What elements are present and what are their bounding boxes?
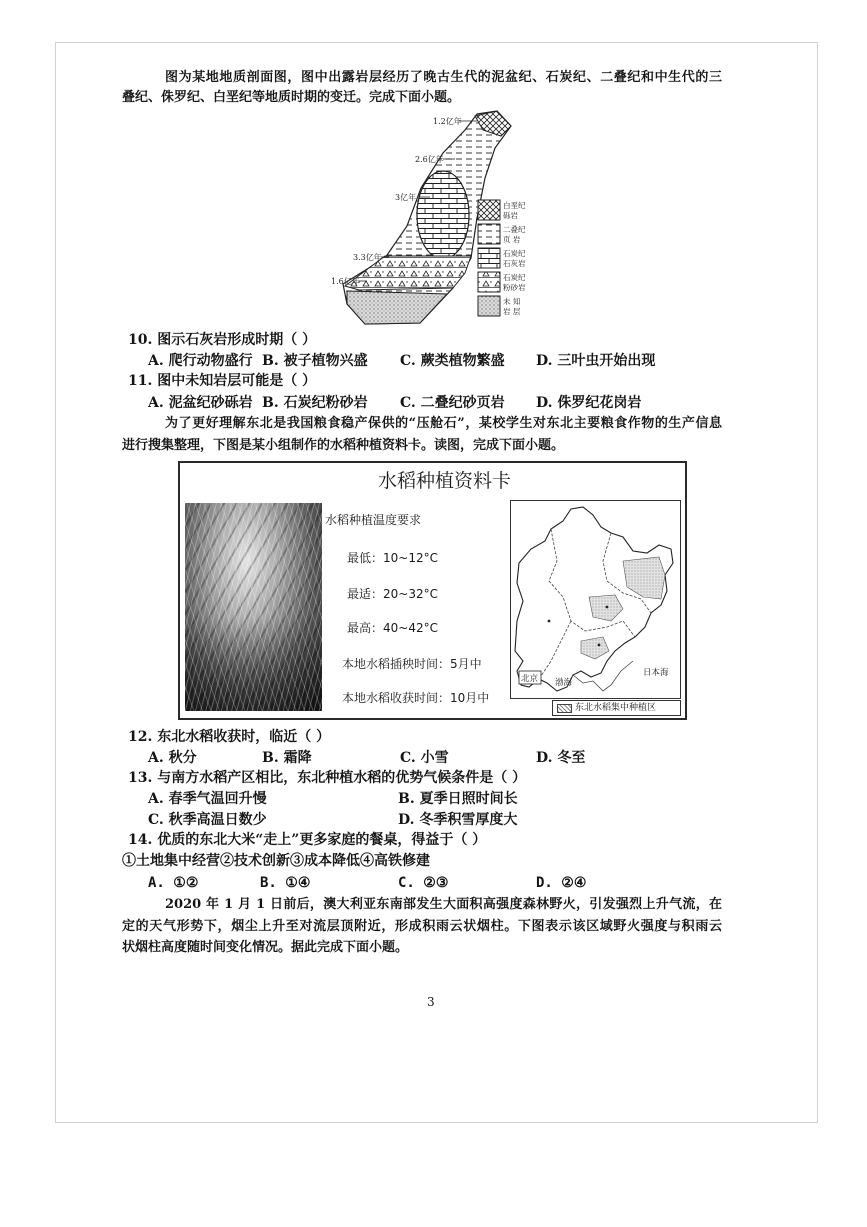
age-label: 2.6亿年 <box>415 155 444 164</box>
question-12-stem: 12. 东北水稻收获时，临近（ ） <box>128 729 331 745</box>
question-11-stem: 11. 图中未知岩层可能是（ ） <box>128 373 317 389</box>
question-10-option-b: B. 被子植物兴盛 <box>262 353 368 369</box>
question-14-items: ①土地集中经营②技术创新③成本降低④高铁修建 <box>122 853 430 869</box>
bohai-label: 渤海 <box>555 678 573 688</box>
legend-label: 二叠纪 <box>503 225 526 234</box>
question-12-option-b: B. 霜降 <box>262 750 312 766</box>
legend-swatch-conglomerate <box>478 200 500 220</box>
question-11-option-b: B. 石炭纪粉砂岩 <box>262 395 368 411</box>
question-13-option-a: A. 春季气温回升慢 <box>148 791 267 807</box>
question-10-option-a: A. 爬行动物盛行 <box>148 353 253 369</box>
legend-label: 砾岩 <box>503 211 518 220</box>
legend-label: 石炭纪 <box>503 249 526 258</box>
legend-swatch-shale <box>478 224 500 244</box>
geologic-section-diagram <box>325 108 540 330</box>
question-14-option-b: B. ①④ <box>260 875 311 891</box>
legend-label: 白垩纪 <box>503 201 526 210</box>
diagram-legend <box>478 200 526 316</box>
question-14-option-c: C. ②③ <box>398 875 449 891</box>
question-10-option-d: D. 三叶虫开始出现 <box>536 353 656 369</box>
legend-label: 页 岩 <box>503 235 521 244</box>
fire-intro-line-2: 定的天气形势下，烟尘上升至对流层顶附近，形成积雨云状烟柱。下图表示该区域野火强度与积雨云 <box>122 919 722 934</box>
limestone-layer <box>417 171 469 259</box>
age-label: 1.6亿年 <box>331 277 360 286</box>
legend-swatch-rice-area <box>557 704 572 713</box>
legend-label: 岩 层 <box>503 307 521 316</box>
question-13-stem: 13. 与南方水稻产区相比，东北种植水稻的优势气候条件是（ ） <box>128 770 527 786</box>
map-drawing <box>511 501 680 698</box>
page-number: 3 <box>427 995 435 1009</box>
question-13-option-d: D. 冬季积雪厚度大 <box>398 812 518 828</box>
question-11-option-a: A. 泥盆纪砂砾岩 <box>148 395 253 411</box>
transplant-time: 本地水稻插秧时间：5月中 <box>342 657 482 671</box>
sea-of-japan-label: 日本海 <box>643 668 669 678</box>
rice-intro-line-2: 进行搜集整理，下图是某小组制作的水稻种植资料卡。读图，完成下面小题。 <box>122 438 565 453</box>
legend-label: 未 知 <box>503 297 521 306</box>
question-14-option-a: A. ①② <box>148 875 199 891</box>
question-13-option-c: C. 秋季高温日数少 <box>148 812 267 828</box>
question-12-option-d: D. 冬至 <box>536 750 586 766</box>
question-10-stem: 10. 图示石灰岩形成时期（ ） <box>128 332 317 348</box>
question-14-stem: 14. 优质的东北大米“走上”更多家庭的餐桌，得益于（ ） <box>128 832 487 848</box>
rice-intro-line-1: 为了更好理解东北是我国粮食稳产保供的“压舱石”，某校学生对东北主要粮食作物的生产信息 <box>165 416 722 431</box>
temperature-min: 最低：10~12°C <box>347 551 438 565</box>
temperature-optimal: 最适：20~32°C <box>347 587 438 601</box>
map-legend-label: 东北水稻集中种植区 <box>575 703 657 713</box>
question-12-option-a: A. 秋分 <box>148 750 197 766</box>
age-label: 3亿年 <box>395 193 417 202</box>
map-legend <box>552 700 681 716</box>
city-dot <box>606 606 609 609</box>
question-14-option-d: D. ②④ <box>536 875 587 891</box>
legend-swatch-siltstone <box>478 272 500 292</box>
legend-label: 石炭纪 <box>503 273 526 282</box>
legend-swatch-limestone <box>478 248 500 268</box>
unknown-rock-layer <box>347 291 447 324</box>
harvest-time: 本地水稻收获时间：10月中 <box>342 691 490 705</box>
legend-label: 粉砂岩 <box>503 283 526 292</box>
northeast-china-map <box>510 500 681 699</box>
city-dot <box>548 620 551 623</box>
question-12-option-c: C. 小雪 <box>400 750 449 766</box>
city-dot <box>598 644 601 647</box>
question-11-option-c: C. 二叠纪砂页岩 <box>400 395 505 411</box>
question-13-option-b: B. 夏季日照时间长 <box>398 791 518 807</box>
fire-intro-line-3: 状烟柱高度随时间变化情况。据此完成下面小题。 <box>122 940 409 955</box>
rice-photo <box>185 503 322 711</box>
age-label: 3.3亿年 <box>353 253 382 262</box>
temperature-max: 最高：40~42°C <box>347 621 438 635</box>
beijing-label: 北京 <box>521 674 539 684</box>
geology-intro-line-2: 叠纪、侏罗纪、白垩纪等地质时期的变迁。完成下面小题。 <box>122 90 461 105</box>
question-10-option-c: C. 蕨类植物繁盛 <box>400 353 505 369</box>
fire-intro-line-1: 2020 年 1 月 1 日前后，澳大利亚东南部发生大面积高强度森林野火，引发强烈上升气流，在 <box>165 897 722 912</box>
temperature-heading: 水稻种植温度要求 <box>325 513 422 527</box>
geology-intro-line-1: 图为某地地质剖面图，图中出露岩层经历了晚古生代的泥盆纪、石炭纪、二叠纪和中生代的三 <box>165 70 722 85</box>
age-label: 1.2亿年 <box>433 117 462 126</box>
question-11-option-d: D. 侏罗纪花岗岩 <box>536 395 642 411</box>
legend-swatch-unknown <box>478 296 500 316</box>
legend-label: 石灰岩 <box>503 259 526 268</box>
rice-card-title: 水稻种植资料卡 <box>378 470 512 492</box>
